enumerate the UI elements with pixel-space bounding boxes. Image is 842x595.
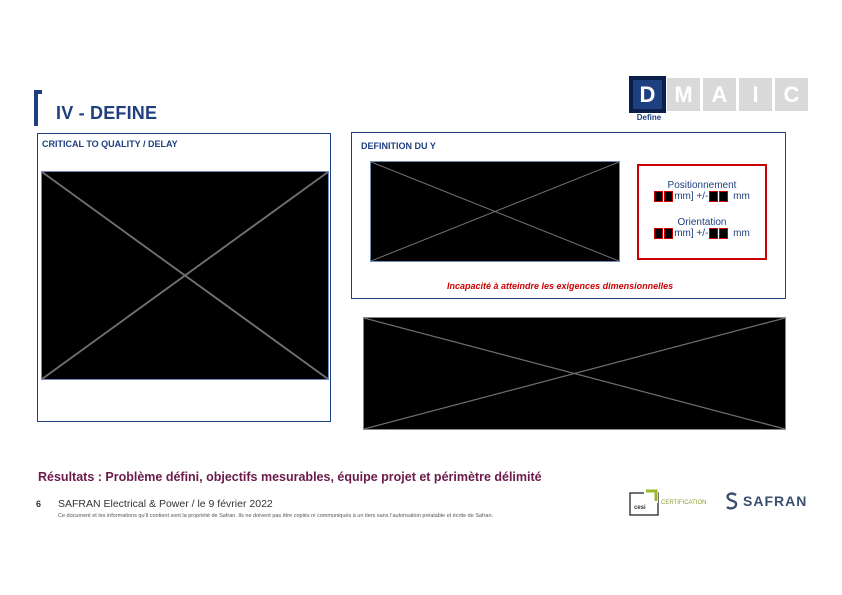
redacted-value <box>719 191 728 202</box>
positioning-unit: mm <box>733 191 750 202</box>
warning-text: Incapacité à atteindre les exigences dimensionnelles <box>447 281 674 291</box>
orientation-unit: mm <box>733 228 750 239</box>
cesi-label: CERTIFICATION <box>661 500 707 506</box>
redacted-value <box>719 228 728 239</box>
footer-company-date: SAFRAN Electrical & Power / le 9 février 2022 <box>58 498 273 510</box>
cesi-certification-logo <box>628 489 712 517</box>
title-bracket <box>34 90 42 126</box>
orientation-value-text: mm] +/- <box>674 228 709 239</box>
redacted-value <box>709 228 718 239</box>
dmaic-steps <box>631 78 808 111</box>
dmaic-step-c: C <box>775 78 808 111</box>
redacted-value <box>664 191 673 202</box>
tolerance-spec-box <box>637 164 767 260</box>
redacted-value <box>664 228 673 239</box>
ctq-panel-title: CRITICAL TO QUALITY / DELAY <box>42 139 178 149</box>
positioning-value <box>639 191 765 202</box>
redacted-value <box>654 228 663 239</box>
safran-logo <box>725 492 807 510</box>
page-number: 6 <box>36 499 42 509</box>
footer-confidentiality-note: Ce document et les informations qu’il contient sont la propriété de Safran. Ils ne doivent pas être copiés ni communiqués à un tiers sans l’autorisation préalable et écrite de Safran. <box>58 513 494 519</box>
dmaic-step-a: A <box>703 78 736 111</box>
safran-wordmark: SAFRAN <box>743 493 808 509</box>
ctq-image-placeholder <box>41 171 329 380</box>
bottom-image-placeholder <box>363 317 786 430</box>
results-statement: Résultats : Problème défini, objectifs mesurables, équipe projet et périmètre délimité <box>38 470 542 484</box>
dmaic-step-i: I <box>739 78 772 111</box>
redacted-value <box>709 191 718 202</box>
positioning-label: Positionnement <box>667 180 737 191</box>
ctq-panel <box>37 133 331 422</box>
dmaic-step-d: D <box>631 78 664 111</box>
dmaic-active-label: Define <box>636 113 662 122</box>
redacted-value <box>654 191 663 202</box>
positioning-value-text: mm] +/- <box>674 191 709 202</box>
definition-y-title: DEFINITION DU Y <box>361 141 436 151</box>
orientation-label: Orientation <box>677 217 727 228</box>
dmaic-step-m: M <box>667 78 700 111</box>
definition-y-image-placeholder <box>370 161 620 262</box>
cesi-small-text: cesi <box>634 505 646 511</box>
safran-s-icon <box>725 492 739 510</box>
page-title: IV - DEFINE <box>56 103 158 123</box>
orientation-value <box>639 228 765 239</box>
